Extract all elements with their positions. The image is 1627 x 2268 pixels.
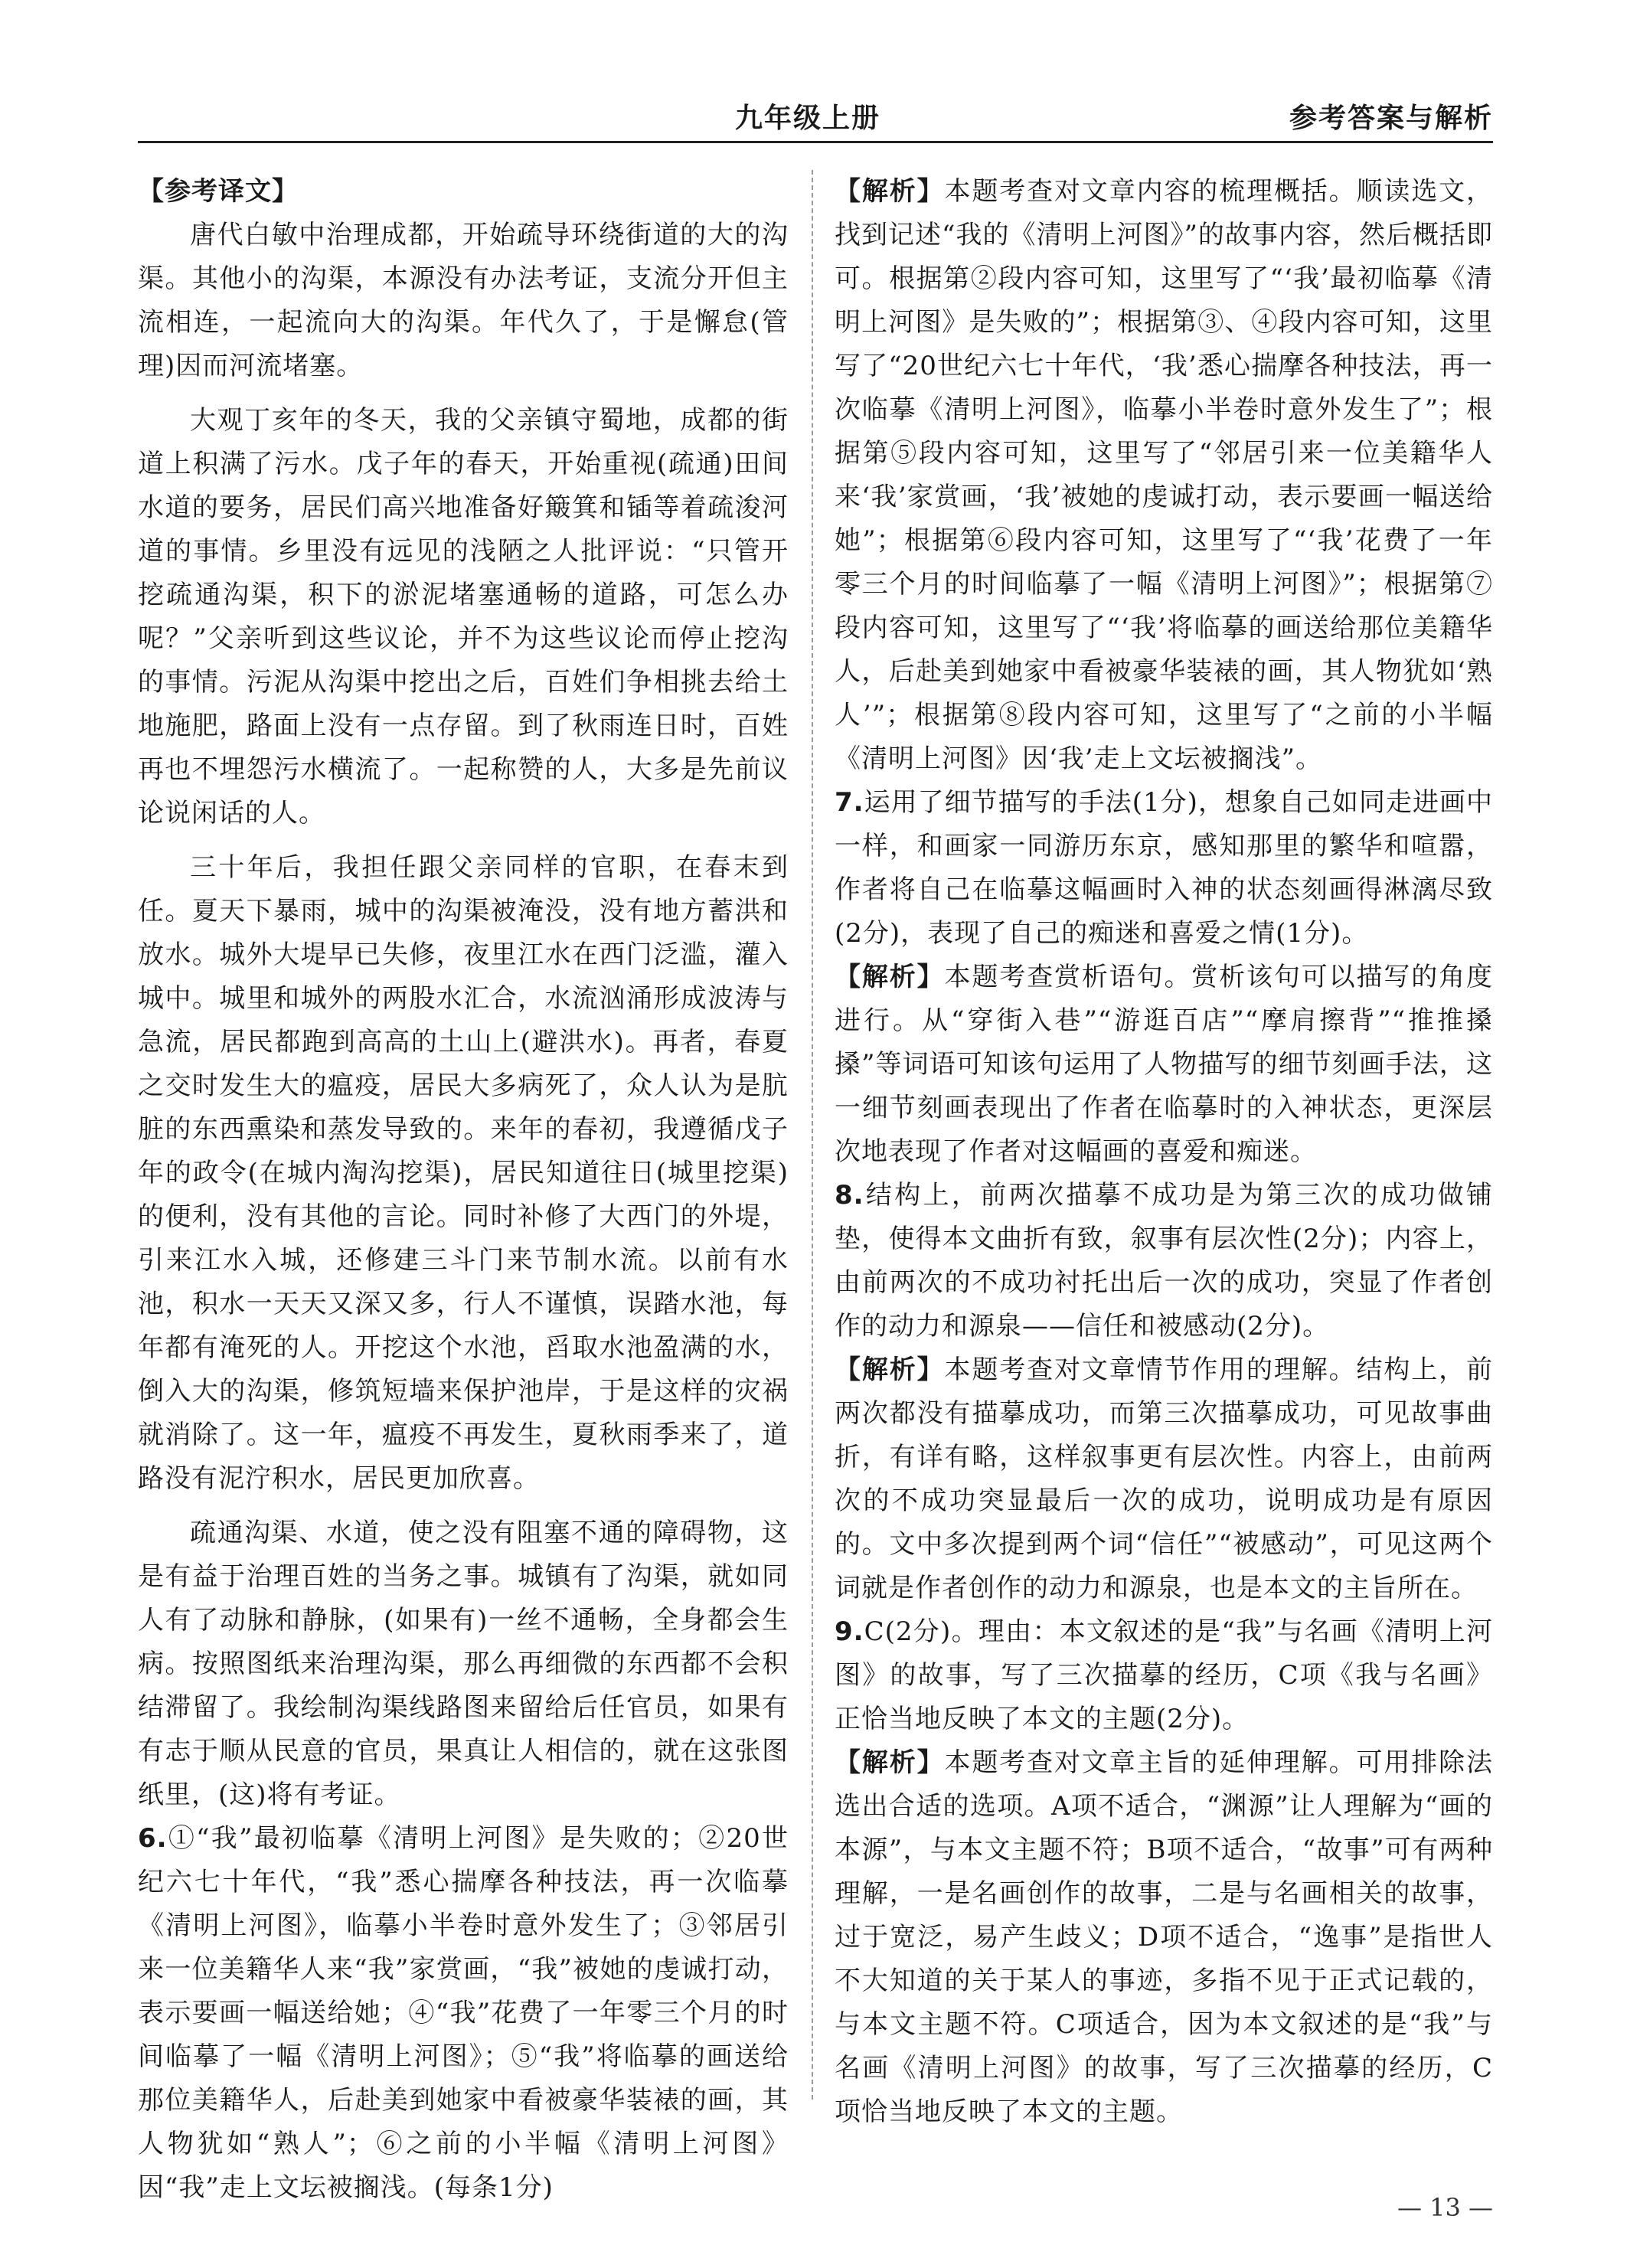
analysis-9: 【解析】本题考查对文章主旨的延伸理解。可用排除法选出合适的选项。A项不适合，“渊源”让人理解为“画的本源”，与本文主题不符；B项不适合，“故事”可有两种理解，一是名画创作的故事，二是与名画相关的故事，过于宽泛，易产生歧义；D项不适合，“逸事”是指世人不大知道的关于某人的事迹，多指不见于正式记载的，与本文主题不符。C项适合，因为本文叙述的是“我”与名画《清明上河图》的故事，写了三次描摹的经历，C项恰当地反映了本文的主题。 (835, 1747, 1494, 2127)
page-header (138, 92, 1493, 143)
header-grade: 九年级上册 (735, 103, 881, 134)
analysis-tag: 【解析】 (835, 176, 945, 207)
translation-paragraph: 大观丁亥年的冬天，我的父亲镇守蜀地，成都的街道上积满了污水。戊子年的春天，开始重视(疏通)田间水道的要务，居民们高兴地准备好簸箕和锸等着疏浚河道的事情。乡里没有远见的浅陋之人批评说：“只管开挖疏通沟渠，积下的淤泥堵塞通畅的道路，可怎么办呢？”父亲听到这些议论，并不为这些议论而停止挖沟的事情。污泥从沟渠中挖出之后，百姓们争相挑去给土地施肥，路面上没有一点存留。到了秋雨连日时，百姓再也不埋怨污水横流了。一起称赞的人，大多是先前议论说闲话的人。 (138, 405, 789, 828)
column-divider (812, 170, 813, 2100)
analysis-tag: 【解析】 (835, 962, 945, 992)
right-column (835, 170, 1493, 2134)
answer-9: 9.C(2分)。理由：本文叙述的是“我”与名画《清明上河图》的故事，写了三次描摹的经历，C项《我与名画》正恰当地反映了本文的主题(2分)。 (835, 1616, 1493, 1734)
left-column (138, 170, 789, 2210)
translation-paragraph: 唐代白敏中治理成都，开始疏导环绕街道的大的沟渠。其他小的沟渠，本源没有办法考证，支流分开但主流相连，一起流向大的沟渠。年代久了，于是懈怠(管理)因而河流堵塞。 (138, 220, 789, 381)
analysis-7: 【解析】本题考查赏析语句。赏析该句可以描写的角度进行。从“穿街入巷”“游逛百店”“摩肩擦背”“推推搡搡”等词语可知该句运用了人物描写的细节刻画手法，这一细节刻画表现出了作者在临摹时的入神状态，更深层次地表现了作者对这幅画的喜爱和痴迷。 (835, 962, 1494, 1167)
translation-label: 【参考译文】 (138, 176, 299, 207)
page-number: — 13 — (1397, 2193, 1493, 2222)
analysis-tag: 【解析】 (835, 1747, 945, 1778)
translation-paragraph: 疏通沟渠、水道，使之没有阻塞不通的障碍物，这是有益于治理百姓的当务之事。城镇有了沟渠，就如同人有了动脉和静脉，(如果有)一丝不通畅，全身都会生病。按照图纸来治理沟渠，那么再细微的东西都不会积结滞留了。我绘制沟渠线路图来留给后任官员，如果有有志于顺从民意的官员，果真让人相信的，就在这张图纸里，(这)将有考证。 (138, 1518, 789, 1810)
question-number: 6. (138, 1823, 168, 1854)
analysis-tag: 【解析】 (835, 1355, 945, 1385)
analysis-6: 【解析】本题考查对文章内容的梳理概括。顺读选文，找到记述“我的《清明上河图》”的故事内容，然后概括即可。根据第②段内容可知，这里写了“‘我’最初临摹《清明上河图》是失败的”；根据第③、④段内容可知，这里写了“20世纪六七十年代，‘我’悉心揣摩各种技法，再一次临摹《清明上河图》，临摹小半卷时意外发生了”；根据第⑤段内容可知，这里写了“邻居引来一位美籍华人来‘我’家赏画，‘我’被她的虔诚打动，表示要画一幅送给她”；根据第⑥段内容可知，这里写了“‘我’花费了一年零三个月的时间临摹了一幅《清明上河图》”；根据第⑦段内容可知，这里写了“‘我’将临摹的画送给那位美籍华人，后赴美到她家中看被豪华装裱的画，其人物犹如‘熟人’”；根据第⑧段内容可知，这里写了“之前的小半幅《清明上河图》因‘我’走上文坛被搁浅”。 (835, 176, 1494, 774)
header-section-title: 参考答案与解析 (1289, 103, 1493, 134)
question-number: 7. (835, 787, 864, 818)
question-number: 9. (835, 1616, 864, 1647)
question-number: 8. (835, 1180, 864, 1211)
answer-8: 8.结构上，前两次描摹不成功是为第三次的成功做铺垫，使得本文曲折有致，叙事有层次性(2分)；内容上，由前两次的不成功衬托出后一次的成功，突显了作者创作的动力和源泉——信任和被感动(2分)。 (835, 1180, 1493, 1342)
answer-6: 6.①“我”最初临摹《清明上河图》是失败的；②20世纪六七十年代，“我”悉心揣摩各种技法，再一次临摹《清明上河图》，临摹小半卷时意外发生了；③邻居引来一位美籍华人来“我”家赏画，“我”被她的虔诚打动，表示要画一幅送给她；④“我”花费了一年零三个月的时间临摹了一幅《清明上河图》；⑤“我”将临摹的画送给那位美籍华人，后赴美到她家中看被豪华装裱的画，其人物犹如“熟人”；⑥之前的小半幅《清明上河图》因“我”走上文坛被搁浅。(每条1分) (138, 1823, 789, 2203)
analysis-8: 【解析】本题考查对文章情节作用的理解。结构上，前两次都没有描摹成功，而第三次描摹成功，可见故事曲折，有详有略，这样叙事更有层次性。内容上，由前两次的不成功突显最后一次的成功，说明成功是有原因的。文中多次提到两个词“信任”“被感动”，可见这两个词就是作者创作的动力和源泉，也是本文的主旨所在。 (835, 1355, 1494, 1603)
answer-7: 7.运用了细节描写的手法(1分)，想象自己如同走进画中一样，和画家一同游历东京，感知那里的繁华和喧嚣，作者将自己在临摹这幅画时入神的状态刻画得淋漓尽致(2分)，表现了自己的痴迷和喜爱之情(1分)。 (835, 787, 1493, 949)
translation-paragraph: 三十年后，我担任跟父亲同样的官职，在春末到任。夏天下暴雨，城中的沟渠被淹没，没有地方蓄洪和放水。城外大堤早已失修，夜里江水在西门泛滥，灌入城中。城里和城外的两股水汇合，水流汹涌形成波涛与急流，居民都跑到高高的土山上(避洪水)。再者，春夏之交时发生大的瘟疫，居民大多病死了，众人认为是肮脏的东西熏染和蒸发导致的。来年的春初，我遵循戊子年的政令(在城内淘沟挖渠)，居民知道往日(城里挖渠)的便利，没有其他的言论。同时补修了大西门的外堤，引来江水入城，还修建三斗门来节制水流。以前有水池，积水一天天又深又多，行人不谨慎，误踏水池，每年都有淹死的人。开挖这个水池，舀取水池盈满的水，倒入大的沟渠，修筑短墙来保护池岸，于是这样的灾祸就消除了。这一年，瘟疫不再发生，夏秋雨季来了，道路没有泥泞积水，居民更加欣喜。 (138, 852, 789, 1494)
